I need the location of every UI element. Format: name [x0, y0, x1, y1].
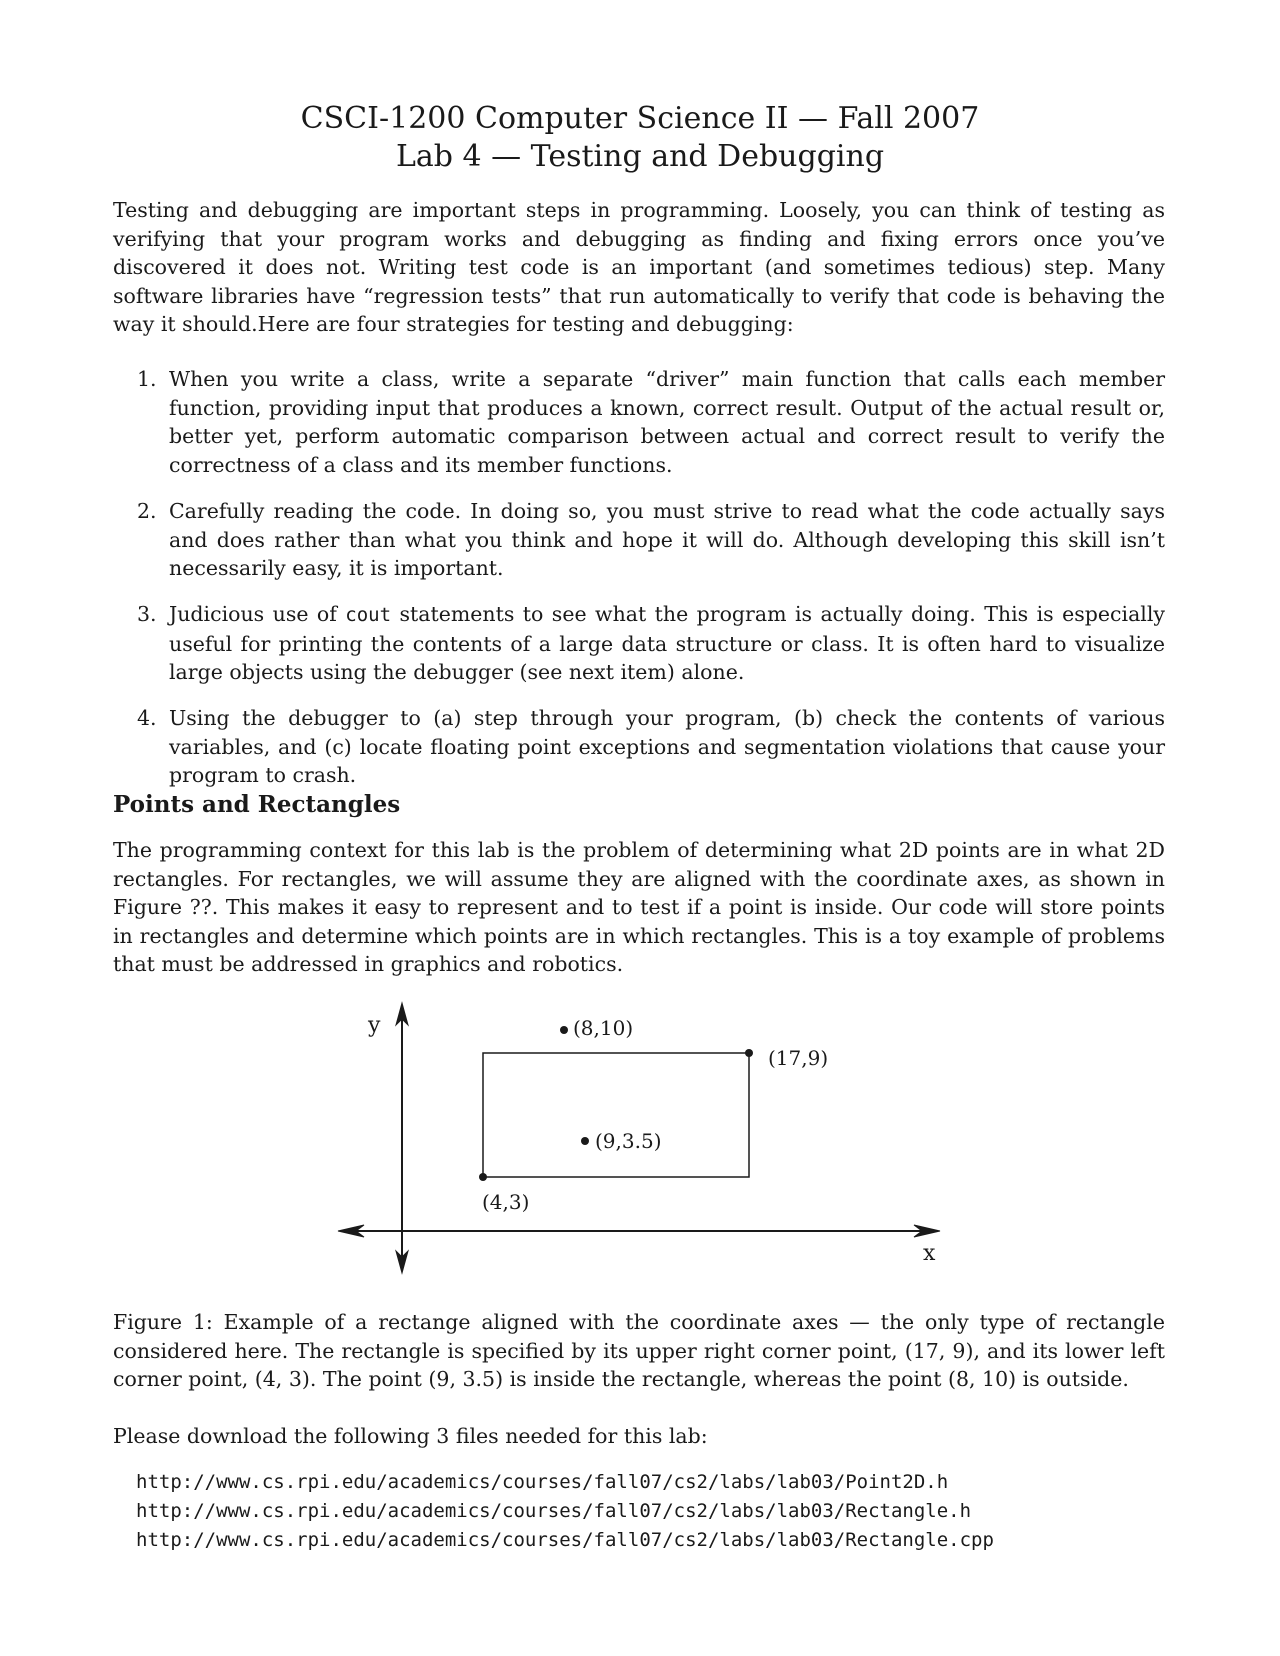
download-instructions: Please download the following 3 files needed for this lab: [113, 1424, 708, 1448]
point-8-10-label: (8,10) [573, 1016, 634, 1040]
point-17-9-marker [745, 1049, 753, 1057]
section-heading: Points and Rectangles [113, 791, 401, 818]
list-item-number: 2. [137, 499, 157, 523]
list-item-text: Using the debugger to (a) step through your program, (b) check the contents of various variables, and (c) locate floating point exceptions and segmentation violations that cause your program to crash. [169, 706, 1165, 787]
section-paragraph: The programming context for this lab is the problem of determining what 2D points are in what 2D rectangles. For rectangles, we will assume they are aligned with the coordinate axes, as shown in Figure ??. This makes it easy to represent and to test if a point is inside. Our code will store points in rectangles and determine which points are in which rectangles. This is a toy example of problems that must be addressed in graphics and robotics. [113, 838, 1165, 976]
point-9-3.5-label: (9,3.5) [595, 1129, 662, 1153]
figure-caption: Figure 1: Example of a rectange aligned with the coordinate axes — the only type of rectangle considered here. The rectangle is specified by its upper right corner point, (17, 9), and its lower left corner point, (4, 3). The point (9, 3.5) is inside the rectangle, whereas the point (8, 10) is outside. [113, 1310, 1165, 1391]
intro-paragraph: Testing and debugging are important steps in programming. Loosely, you can think of testing as verifying that your program works and debugging as finding and fixing errors once you’ve discovered it does not. Writing test code is an important (and sometimes tedious) step. Many software libraries have “regression tests” that run automatically to verify that code is behaving the way it should.Here are four strategies for testing and debugging: [113, 198, 1165, 336]
point-4-3-marker [479, 1173, 487, 1181]
lab-subtitle: Lab 4 — Testing and Debugging [395, 139, 885, 174]
list-item-number: 3. [137, 602, 157, 626]
rectangle-shape [483, 1053, 749, 1177]
rectangle-figure [330, 995, 950, 1285]
list-item-text-start: Judicious use of [169, 602, 346, 626]
list-item-number: 4. [137, 706, 157, 730]
list-item-number: 1. [137, 367, 157, 391]
point-9-3.5-marker [581, 1137, 589, 1145]
list-item-text [169, 600, 1165, 687]
point-4-3-label: (4,3) [482, 1190, 530, 1214]
download-file-list [136, 1468, 994, 1555]
file-url-rectangle-h: http://www.cs.rpi.edu/academics/courses/fall07/cs2/labs/lab03/Rectangle.h [136, 1500, 972, 1522]
y-axis-label: y [368, 1013, 381, 1038]
file-url-point2d-h: http://www.cs.rpi.edu/academics/courses/fall07/cs2/labs/lab03/Point2D.h [136, 1471, 949, 1493]
x-axis-label: x [923, 1241, 936, 1266]
list-item-text: When you write a class, write a separate “driver” main function that calls each member function, providing input that produces a known, correct result. Output of the actual result or, better yet, perform automatic comparison between actual and correct result to verify the correctness of a class and its member functions. [169, 367, 1165, 477]
list-item-text-end: statements to see what the program is actually doing. This is especially useful for printing the contents of a large data structure or class. It is often hard to visualize large objects using the debugger (see next item) alone. [169, 602, 1165, 684]
list-item-text: Carefully reading the code. In doing so, you must strive to read what the code actually says and does rather than what you think and hope it will do. Although developing this skill isn’t necessarily easy, it is important. [169, 499, 1165, 580]
point-8-10-marker [560, 1026, 568, 1034]
file-url-rectangle-cpp: http://www.cs.rpi.edu/academics/courses/fall07/cs2/labs/lab03/Rectangle.cpp [136, 1529, 994, 1551]
cout-code: cout [345, 604, 392, 626]
document-title: CSCI-1200 Computer Science II — Fall 2007 [300, 101, 980, 136]
point-17-9-label: (17,9) [768, 1046, 829, 1070]
